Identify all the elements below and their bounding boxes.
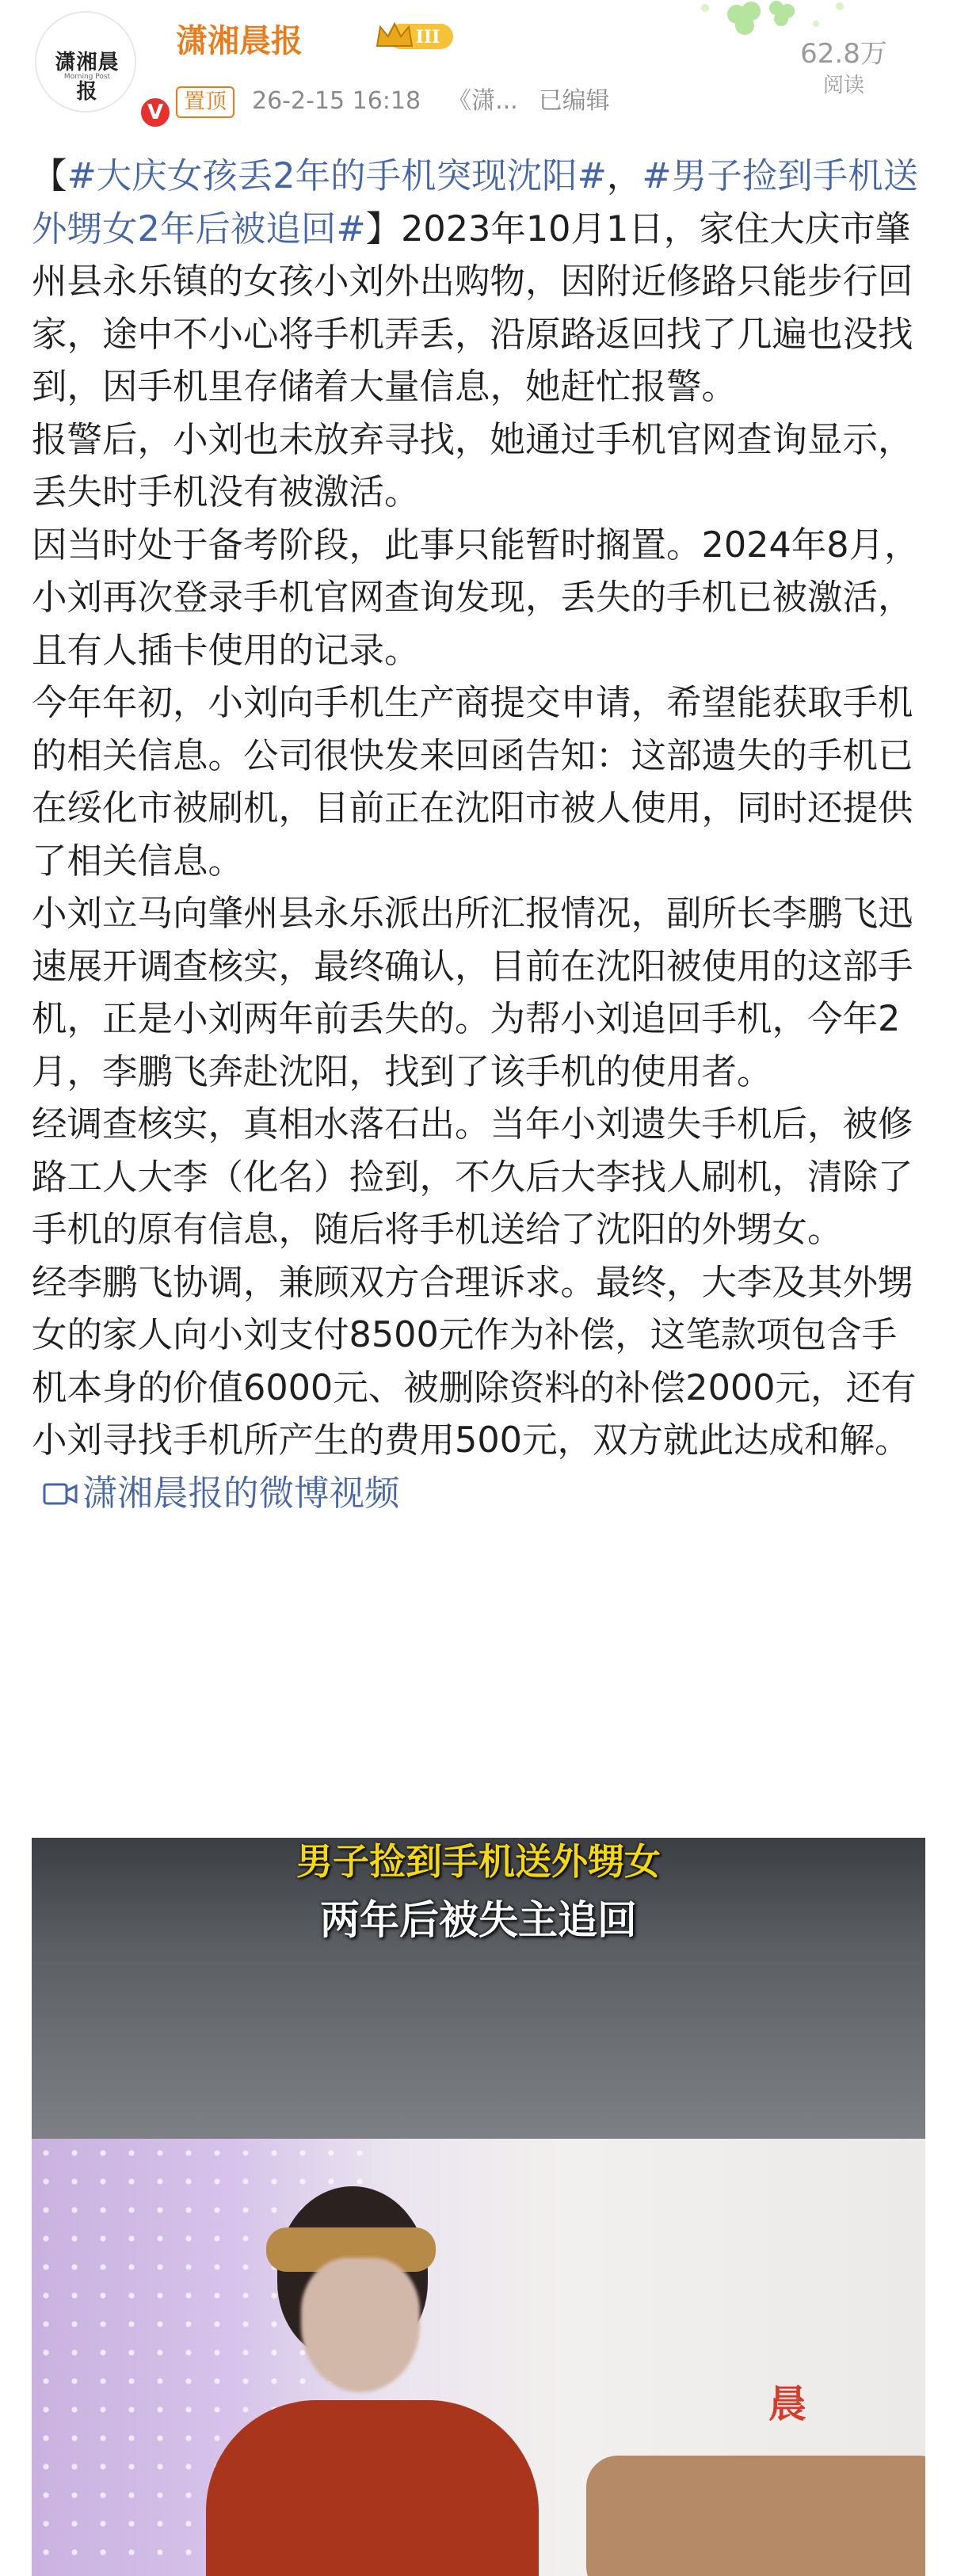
verified-badge-icon: V: [138, 95, 173, 130]
sofa-shape: [586, 2456, 925, 2576]
edited-label[interactable]: 已编辑: [538, 87, 610, 115]
post-header: [0, 0, 957, 151]
topic-link-1[interactable]: #大庆女孩丢2年的手机突现沈阳#: [67, 156, 607, 196]
post-paragraph-2: 报警后，小刘也未放弃寻找，她通过手机官网查询显示，丢失时手机没有被激活。: [32, 419, 913, 513]
avatar[interactable]: [35, 11, 164, 124]
post-meta: [176, 81, 610, 118]
view-count: [784, 32, 903, 98]
avatar-sub-text: Morning Post: [63, 73, 111, 81]
video-player[interactable]: [32, 1838, 925, 2576]
post-paragraph-1: [32, 151, 925, 414]
person-body-shape: [206, 2400, 539, 2576]
video-caption-line-1: 男子捡到手机送外甥女: [296, 1840, 661, 1883]
avatar-logo-text: 潇湘晨报: [55, 51, 120, 104]
post-body: [32, 151, 925, 1520]
bracket-close: 】: [365, 208, 402, 250]
view-count-number: 62.8万: [800, 38, 887, 70]
bracket-open: 【: [32, 156, 67, 196]
pinned-badge: 置顶: [176, 86, 234, 118]
username[interactable]: 潇湘晨报: [176, 23, 303, 59]
vip-level-text: III: [415, 27, 440, 48]
post-source[interactable]: 《潇...: [448, 87, 518, 115]
video-link-label: 潇湘晨报的微博视频: [82, 1473, 400, 1514]
post-paragraph-5: 小刘立马向肇州县永乐派出所汇报情况，副所长李鹏飞迅速展开调查核实，最终确认，目前在沈阳被使用的这部手机，正是小刘两年前丢失的。为帮小刘追回手机，今年2月，李鹏飞奔赴沈阳，找到了该手机的使用者。: [32, 894, 913, 1092]
video-camera-icon: [43, 1480, 78, 1508]
weibo-video-link[interactable]: [32, 1473, 400, 1514]
topic-link-2[interactable]: #男子捡到手机送外甥女2年后被追回#: [32, 156, 919, 250]
view-count-label: 阅读: [822, 74, 864, 97]
paragraph-text: 2023年10月1日，家住大庆市肇州县永乐镇的女孩小刘外出购物，因附近修路只能步行回家，途中不小心将手机弄丢，沿原路返回找了几遍也没找到，因手机里存储着大量信息，她赶忙报警。: [32, 208, 913, 407]
post-paragraph-7: [32, 1257, 925, 1521]
video-caption-line-2: 两年后被失主追回: [320, 1897, 637, 1943]
post-paragraph-4: 今年年初，小刘向手机生产商提交申请，希望能获取手机的相关信息。公司很快发来回函告知：这部遗失的手机已在绥化市被刷机，目前正在沈阳市被人使用，同时还提供了相关信息。: [32, 683, 913, 882]
topic-separator: ，: [606, 156, 642, 196]
video-watermark: 晨: [768, 2382, 807, 2426]
post-paragraph-3: 因当时处于备考阶段，此事只能暂时搁置。2024年8月，小刘再次登录手机官网查询发现，丢失的手机已被激活，且有人插卡使用的记录。: [32, 524, 920, 671]
video-caption-area: [32, 1838, 925, 2139]
blurred-face-shape: [301, 2258, 420, 2392]
vip-crown-badge-icon[interactable]: [374, 19, 456, 54]
paragraph-text: 经李鹏飞协调，兼顾双方合理诉求。最终，大李及其外甥女的家人向小刘支付8500元作为补偿，这笔款项包含手机本身的价值6000元、被删除资料的补偿2000元，还有小刘寻找手机所产生的费用500元，双方就此达成和解。: [32, 1262, 917, 1461]
video-frame: [32, 2139, 925, 2576]
post-paragraph-6: 经调查核实，真相水落石出。当年小刘遗失手机后，被修路工人大李（化名）捡到，不久后大李找人刷机，清除了手机的原有信息，随后将手机送给了沈阳的外甥女。: [32, 1104, 913, 1250]
post-timestamp: 26-2-15 16:18: [252, 87, 421, 115]
